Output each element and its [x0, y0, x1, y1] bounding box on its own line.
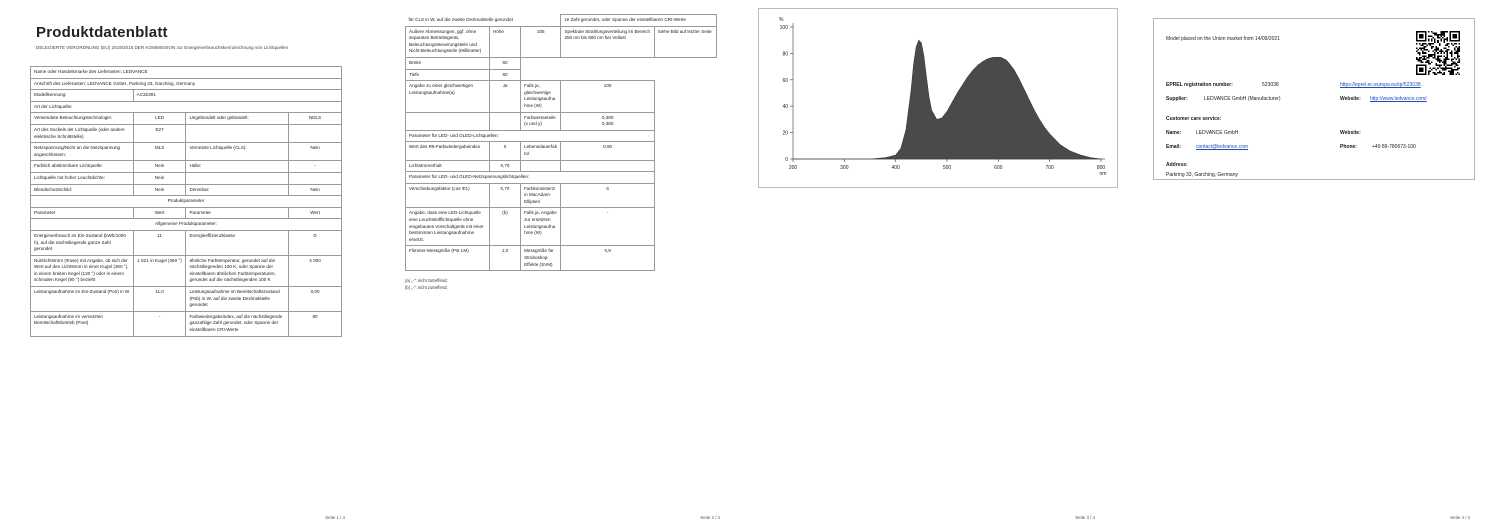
table-cell: Blendschutzschild: [31, 184, 134, 196]
footnote: (a) „-": nicht zutreffend; [405, 278, 448, 283]
page-number-3: Seite 3 / 4 [1075, 515, 1095, 520]
page-number-4: Seite 4 / 4 [1450, 515, 1470, 520]
table-cell: Energieverbrauch im Ein-Zustand (kWh/1000 h), auf die nächstliegende ganze Zahl gerundet [31, 230, 134, 255]
table-row [406, 57, 717, 69]
table-cell: Verwendete Beleuchtungstechnologie: [31, 113, 134, 125]
table-row [406, 112, 717, 130]
table-row [406, 172, 717, 184]
email-label: Email: [1166, 144, 1182, 150]
table-cell: Anschrift des Lieferanten: LEDVANCE GmbH, Parkring 33, Garching, Germany [31, 78, 342, 90]
page-2 [375, 0, 750, 530]
spectral-chart-svg [759, 9, 1117, 187]
table-cell: Nein [289, 184, 342, 196]
table-cell: - [289, 161, 342, 173]
phone-label: Phone: [1340, 144, 1357, 150]
table-cell: Nutzlichtstrom (Φuse) mit Angabe, ob sich der Wert auf den Lichtstrom in einer Kugel (360 °), in einem breiten Kegel (120 °) oder in einem schmalen Kegel (90 °) bezieht [31, 255, 134, 286]
table-cell: Parameter für LED- und OLED-Lichtquellen: [406, 130, 655, 142]
market-placement-line: Model placed on the Union market from 14/09/2021 [1166, 36, 1280, 42]
table-row [406, 69, 717, 81]
footnotes [405, 277, 448, 291]
table-cell: Parameter für LED- und OLED-Netzspannungslichtquellen: [406, 172, 655, 184]
page-4 [1125, 0, 1500, 530]
website-label-top: Website: [1340, 96, 1361, 102]
table-cell: 0,380 0,380 [561, 112, 654, 130]
table-cell: Name oder Handelsmarke des Lieferanten: LEDVANCE [31, 67, 342, 79]
table-cell: Verschiebungsfaktor (cos Φ1) [406, 183, 490, 208]
eprel-value: 523038 [1262, 82, 1279, 88]
svg-text:%: % [779, 17, 784, 23]
table-cell: MLS [133, 143, 186, 161]
table-cell: Messgröße für Stroboskop-Effekte (SVM) [521, 246, 561, 271]
table-cell: Nein [133, 172, 186, 184]
table-row [31, 196, 342, 208]
table-cell [561, 160, 654, 172]
table-cell: Falls ja, Angabe zur ersetzten Leistungsaufnahme (W) [521, 208, 561, 246]
table-cell: Art des Sockels der Lichtquelle (oder andere elektrische Schnittstelle) [31, 124, 134, 142]
table-row [406, 160, 717, 172]
table-cell: NDLS [289, 113, 342, 125]
table-cell: Farbwiedergabeindex, auf die nächstliegende ganzahlige Zahl gerundet, oder Spanne der einstellbaren CRI-Werte [186, 311, 289, 336]
table-row [31, 255, 342, 286]
table-cell: Hülle: [186, 161, 289, 173]
table-cell: Lebensdauerfaktor [521, 142, 561, 160]
table-cell: Ja [489, 81, 520, 112]
table-row [406, 81, 717, 112]
table-cell: Farblich abstimmbare Lichtquelle: [31, 161, 134, 173]
table-cell: Parameter [186, 207, 289, 219]
svg-text:600: 600 [994, 165, 1003, 171]
page-3 [750, 0, 1125, 530]
table-cell: 0,00 [289, 287, 342, 312]
table-cell: Leistungsaufnahme im Ein-Zustand (Pon) in W [31, 287, 134, 312]
table-cell: 80 [289, 311, 342, 336]
table-cell: 6 [561, 183, 654, 208]
table-cell: Modellkennung: [31, 90, 134, 102]
table-cell: ähnliche Farbtemperatur, gerundet auf die nächstliegenden 100 K, oder Spanne der einstellbaren ähnlichen Farbtemperaturen, gerundet auf die nächstliegenden 100 K [186, 255, 289, 286]
table-cell: Flimmer-Messgröße (Pst LM) [406, 246, 490, 271]
table-row [406, 26, 717, 57]
table-cell: 0,70 [489, 160, 520, 172]
svg-text:60: 60 [782, 77, 788, 84]
product-datasheet-table-page1 [30, 66, 342, 337]
page-title: Produktdatenblatt [36, 24, 168, 41]
table-cell: Falls ja, gleichwertige Leistungsaufnahme (W) [521, 81, 561, 112]
table-cell: Vernetzte Lichtquelle (CLS): [186, 143, 289, 161]
table-row [31, 124, 342, 142]
table-cell: 0,70 [489, 183, 520, 208]
table-row [406, 183, 717, 208]
table-cell: 60 [489, 57, 520, 69]
svg-text:0: 0 [785, 157, 788, 163]
table-cell: Äußere Abmessungen, ggf. ohne separates Betriebsgerät, Beleuchtungssteuerungsteile und Nicht-Beleuchtungsteile (Millimeter) [406, 26, 490, 57]
svg-text:800: 800 [1096, 165, 1106, 171]
table-cell: Netzspannung/Nicht an die Netzspannung angeschlossen: [31, 143, 134, 161]
table-row [406, 15, 717, 27]
table-cell: Wert [289, 207, 342, 219]
page-number-1: Seite 1 / 4 [325, 515, 345, 520]
svg-text:20: 20 [782, 130, 788, 137]
table-cell: 0,9 [561, 246, 654, 271]
table-row [31, 67, 342, 79]
table-cell: 60 [489, 69, 520, 81]
table-cell: (b) [489, 208, 520, 246]
table-row [31, 90, 342, 102]
table-cell: Höhe [489, 26, 520, 57]
svg-text:nm: nm [1099, 171, 1107, 177]
product-datasheet-table-page2 [405, 14, 717, 271]
eprel-link[interactable]: https://eprel.ec.europa.eu/qr/523038 [1340, 82, 1421, 88]
svg-text:300: 300 [840, 165, 849, 171]
table-cell: Energieeffizienzklasse [186, 230, 289, 255]
table-cell [521, 160, 561, 172]
svg-text:400: 400 [891, 165, 900, 171]
table-cell: Angabe zu einer gleichwertigen Leistungsaufnahme(a) [406, 81, 490, 112]
svg-text:100: 100 [779, 25, 788, 31]
table-cell: Parameter [31, 207, 134, 219]
table-cell: Nein [133, 161, 186, 173]
table-row [31, 101, 342, 113]
table-row [31, 161, 342, 173]
table-cell: 11,0 [133, 287, 186, 312]
svg-text:200: 200 [788, 165, 798, 171]
footnote: (b) „-": nicht zutreffend; [405, 285, 448, 290]
table-cell: 100 [561, 81, 654, 112]
table-cell: AC32391 [133, 90, 341, 102]
table-row [31, 172, 342, 184]
table-cell [289, 172, 342, 184]
svg-text:700: 700 [1045, 165, 1054, 171]
table-cell: Farbwertanteile (x und y) [521, 112, 561, 130]
table-row [406, 130, 717, 142]
customer-care-header: Customer care service: [1166, 116, 1222, 122]
table-cell: Produktparameter [31, 196, 342, 208]
table-row [31, 207, 342, 219]
eprel-label: EPREL registration number: [1166, 82, 1233, 88]
table-cell: Breite [406, 57, 490, 69]
table-row [31, 230, 342, 255]
table-cell: Wert [133, 207, 186, 219]
table-cell: 11 [133, 230, 186, 255]
table-cell: 1,0 [489, 246, 520, 271]
name-value: LEDVANCE GmbH [1196, 130, 1239, 136]
table-row [406, 142, 717, 160]
table-cell: LED [133, 113, 186, 125]
table-cell: - [561, 208, 654, 246]
spectral-distribution-chart [758, 8, 1118, 188]
table-cell [406, 112, 490, 130]
table-cell: Lichtquelle mit hoher Leuchtdichte: [31, 172, 134, 184]
table-cell: 1 521 in Kugel (360 °) [133, 255, 186, 286]
table-cell: Nein [289, 143, 342, 161]
table-cell [186, 172, 289, 184]
table-cell: ze Zahl gerundet, oder Spanne der einstellbaren CRI-Werte [561, 15, 717, 27]
svg-text:80: 80 [782, 51, 788, 58]
page-1 [0, 0, 375, 530]
table-cell: Nein [133, 184, 186, 196]
supplier-value: LEDVANCE GmbH (Manufacturer) [1204, 96, 1281, 102]
table-cell: Wert des R9-Farbwiedergabeindex [406, 142, 490, 160]
table-row [31, 113, 342, 125]
email-link[interactable]: contact@ledvance.com [1196, 144, 1249, 150]
table-cell: Angabe, dass eine LED-Lichtquelle eine Leuchtstofflichtquelle ohne eingebautes Vorschaltgerät mit einer bestimmten Leistungsaufnahme ersetzt. [406, 208, 490, 246]
svg-text:500: 500 [942, 165, 952, 171]
address-label: Address: [1166, 162, 1188, 168]
table-row [31, 78, 342, 90]
table-cell: 4 000 [289, 255, 342, 286]
table-cell: für CLS in W, auf die zweite Dezimalstelle gerundet [406, 15, 561, 27]
supplier-info-box [1153, 18, 1475, 180]
table-row [406, 208, 717, 246]
table-cell [489, 112, 520, 130]
table-cell: D [289, 230, 342, 255]
page-number-2: Seite 2 / 4 [700, 515, 720, 520]
website-label: Website: [1340, 130, 1361, 136]
table-cell: Art der Lichtquelle: [31, 101, 342, 113]
table-cell: Ungebündelt oder gebündelt: [186, 113, 289, 125]
table-row [31, 219, 342, 231]
address-value: Parkring 33, Garching, Germany [1166, 172, 1238, 178]
table-cell: Dimmbar: [186, 184, 289, 196]
table-cell: Spektrale Strahlungsverteilung im Bereich 250 nm bis 800 nm bei Vollast [561, 26, 654, 57]
table-cell [289, 124, 342, 142]
table-cell: 0,90 [561, 142, 654, 160]
document-subtitle: DELEGIERTE VERORDNUNG (EU) 2019/2015 DER KOMMISSION zur Energieverbrauchskennzeichnung von Lichtquellen [36, 45, 289, 50]
table-cell: Allgemeine Produktparameter: [31, 219, 342, 231]
table-cell: Siehe Bild auf letzter Seite [654, 26, 716, 57]
supplier-label: Supplier: [1166, 96, 1188, 102]
table-row [31, 143, 342, 161]
table-row [31, 311, 342, 336]
svg-text:40: 40 [782, 104, 788, 111]
table-row [31, 287, 342, 312]
phone-value: +49 89-780673-100 [1372, 144, 1416, 150]
table-cell: 105 [521, 26, 561, 57]
table-cell: - [133, 311, 186, 336]
table-cell: 0 [489, 142, 520, 160]
table-cell: E27 [133, 124, 186, 142]
table-row [31, 184, 342, 196]
table-cell [186, 124, 289, 142]
table-cell: Tiefe [406, 69, 490, 81]
table-cell: Leistungsaufnahme im vernetzten Bereitschaftsbetrieb (Pnet) [31, 311, 134, 336]
table-cell: Lichtstromerhalt [406, 160, 490, 172]
table-cell: Leistungsaufnahme im Bereitschaftszustand (Psb) in W, auf die zweite Dezimalstelle gerundet [186, 287, 289, 312]
table-cell: Farbkonsistenz in MacAdam-Ellipsen [521, 183, 561, 208]
website-link-top[interactable]: http://www.ledvance.com/ [1370, 96, 1427, 102]
qr-code-icon [1416, 31, 1460, 75]
table-row [406, 246, 717, 271]
name-label: Name: [1166, 130, 1182, 136]
